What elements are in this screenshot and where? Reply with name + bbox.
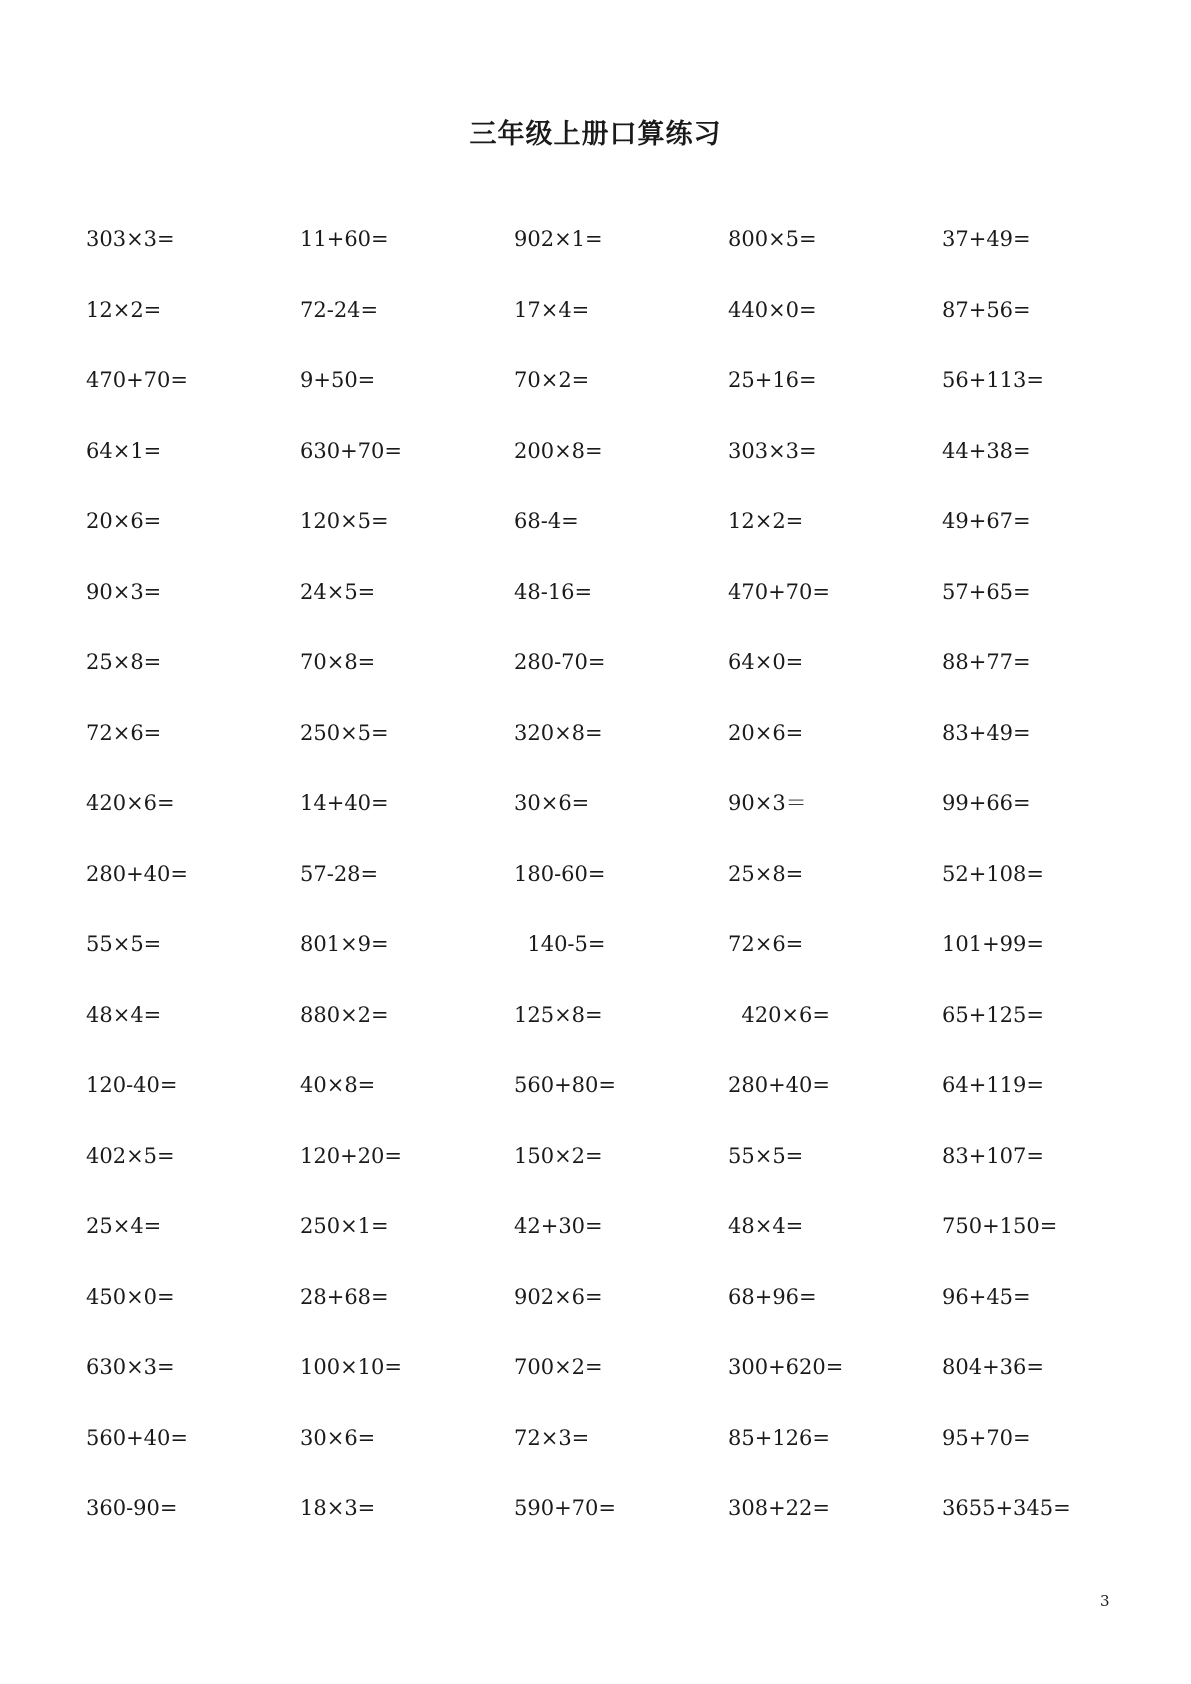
problem-item: 25×4=: [86, 1214, 162, 1238]
problem-item: 360-90=: [86, 1496, 178, 1520]
problem-item: 17×4=: [514, 297, 590, 322]
problem-item: 280-70=: [514, 650, 606, 674]
problem-item: 70×2=: [514, 368, 590, 392]
problem-item: 87+56=: [942, 297, 1031, 322]
problem-item: 20×6=: [728, 720, 804, 745]
problem-item: 303×3=: [86, 227, 175, 251]
problem-row: [86, 1356, 1161, 1427]
problem-item: 420×6=: [86, 791, 175, 815]
problem-row: [86, 863, 1161, 934]
problem-item: 303×3=: [728, 438, 817, 463]
problem-item: 44+38=: [942, 438, 1031, 463]
problem-row: [86, 1427, 1161, 1498]
problem-item: 72×3=: [514, 1425, 590, 1450]
problem-item: 120-40=: [86, 1073, 178, 1097]
problem-item: 120+20=: [300, 1143, 402, 1168]
problem-item: 55×5=: [728, 1143, 804, 1168]
problem-item: 470+70=: [728, 579, 830, 604]
problem-row: [86, 1215, 1161, 1286]
problem-row: [86, 933, 1161, 1004]
problem-item: 40×8=: [300, 1073, 376, 1097]
problem-item: 300+620=: [728, 1355, 844, 1379]
problem-item: 25×8=: [728, 861, 804, 886]
problem-row: [86, 722, 1161, 793]
problem-item: 180-60=: [514, 861, 606, 886]
problem-item: 801×9=: [300, 932, 389, 956]
problem-item: 470+70=: [86, 368, 188, 392]
problem-item: 83+49=: [942, 720, 1031, 745]
problem-row: [86, 581, 1161, 652]
problem-item: 85+126=: [728, 1425, 830, 1450]
problem-item: 57+65=: [942, 579, 1031, 604]
problem-item: 630×3=: [86, 1355, 175, 1379]
problem-item: 101+99=: [942, 932, 1044, 956]
problem-row: [86, 440, 1161, 511]
problem-item: 88+77=: [942, 650, 1031, 674]
problem-item: 99+66=: [942, 791, 1031, 815]
problem-item: 320×8=: [514, 720, 603, 745]
problem-item: 280+40=: [86, 861, 188, 886]
problem-item: 65+125=: [942, 1002, 1044, 1027]
problem-item: 420×6=: [728, 1002, 830, 1027]
problem-item: 560+80=: [514, 1073, 616, 1097]
problem-item: 25+16=: [728, 368, 817, 392]
problem-item: 18×3=: [300, 1496, 376, 1520]
problem-item: 750+150=: [942, 1214, 1058, 1238]
problem-item: 48×4=: [728, 1214, 804, 1238]
problem-item: 24×5=: [300, 579, 376, 604]
problem-item: 42+30=: [514, 1214, 603, 1238]
problem-item: 12×2=: [728, 509, 804, 533]
problem-item: 250×1=: [300, 1214, 389, 1238]
problem-item: 90×3=: [86, 579, 162, 604]
problem-item: 96+45=: [942, 1284, 1031, 1309]
problem-item: 140-5=: [514, 932, 606, 956]
problem-item: 68-4=: [514, 509, 579, 533]
problem-item: 72-24=: [300, 297, 379, 322]
problem-item: 48×4=: [86, 1002, 162, 1027]
problem-item: 804+36=: [942, 1355, 1044, 1379]
problem-row: [86, 228, 1161, 299]
problem-item: 57-28=: [300, 861, 379, 886]
problem-item: 200×8=: [514, 438, 603, 463]
problem-item: 308+22=: [728, 1496, 830, 1520]
problem-item: 64×0=: [728, 650, 804, 674]
problem-item: 590+70=: [514, 1496, 616, 1520]
problem-item: 52+108=: [942, 861, 1044, 886]
problem-item: 64+119=: [942, 1073, 1044, 1097]
problem-item: 37+49=: [942, 227, 1031, 251]
problem-item: 68+96=: [728, 1284, 817, 1309]
problem-item: 9+50=: [300, 368, 376, 392]
problem-row: [86, 299, 1161, 370]
problem-item: 880×2=: [300, 1002, 389, 1027]
problem-item: 150×2=: [514, 1143, 603, 1168]
problem-item: 280+40=: [728, 1073, 830, 1097]
problem-row: [86, 1497, 1161, 1568]
problem-item: 12×2=: [86, 297, 162, 322]
problem-item: 83+107=: [942, 1143, 1044, 1168]
problem-grid: [86, 228, 1161, 1568]
problem-item: 14+40=: [300, 791, 389, 815]
problem-item: 800×5=: [728, 227, 817, 251]
problem-item: 902×1=: [514, 227, 603, 251]
problem-item: 72×6=: [86, 720, 162, 745]
problem-item: 20×6=: [86, 509, 162, 533]
problem-item: 49+67=: [942, 509, 1031, 533]
problem-item: 95+70=: [942, 1425, 1031, 1450]
problem-row: [86, 651, 1161, 722]
problem-item: 28+68=: [300, 1284, 389, 1309]
problem-item: 56+113=: [942, 368, 1044, 392]
problem-item: 120×5=: [300, 509, 389, 533]
problem-item: 11+60=: [300, 227, 389, 251]
problem-row: [86, 1286, 1161, 1357]
problem-row: [86, 369, 1161, 440]
problem-row: [86, 1004, 1161, 1075]
problem-item: 70×8=: [300, 650, 376, 674]
problem-item: 30×6=: [514, 791, 590, 815]
problem-item: 90×3＝: [728, 791, 807, 815]
problem-item: 72×6=: [728, 932, 804, 956]
problem-row: [86, 792, 1161, 863]
problem-item: 560+40=: [86, 1425, 188, 1450]
problem-item: 450×0=: [86, 1284, 175, 1309]
problem-item: 25×8=: [86, 650, 162, 674]
problem-item: 902×6=: [514, 1284, 603, 1309]
problem-row: [86, 1145, 1161, 1216]
problem-item: 402×5=: [86, 1143, 175, 1168]
problem-item: 100×10=: [300, 1355, 402, 1379]
problem-item: 250×5=: [300, 720, 389, 745]
problem-item: 64×1=: [86, 438, 162, 463]
problem-item: 440×0=: [728, 297, 817, 322]
problem-item: 125×8=: [514, 1002, 603, 1027]
problem-item: 55×5=: [86, 932, 162, 956]
problem-item: 30×6=: [300, 1425, 376, 1450]
problem-item: 48-16=: [514, 579, 593, 604]
problem-item: 630+70=: [300, 438, 402, 463]
problem-row: [86, 510, 1161, 581]
problem-row: [86, 1074, 1161, 1145]
problem-item: 3655+345=: [942, 1496, 1071, 1520]
page-title: 三年级上册口算练习: [469, 119, 722, 150]
problem-item: 700×2=: [514, 1355, 603, 1379]
page-number: 3: [1100, 1592, 1110, 1610]
